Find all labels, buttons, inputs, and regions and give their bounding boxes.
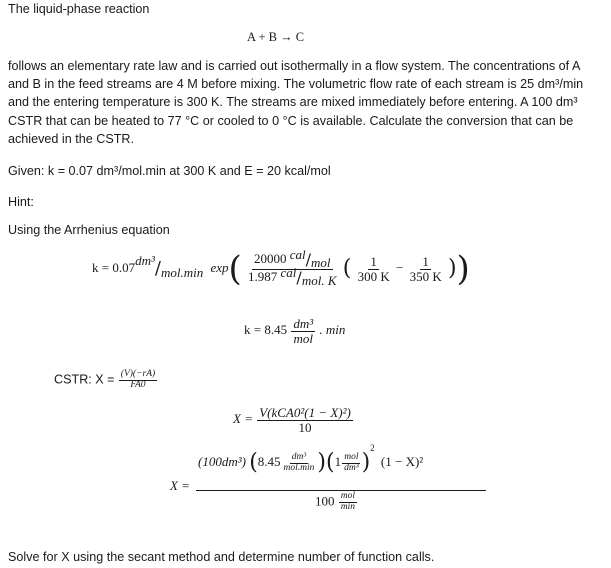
rate-constant-equation: k = 8.45 $\frac{\text{dm³}}{\text{mol}}$ . min [244, 316, 346, 346]
hint-label: Hint: [8, 195, 34, 209]
reaction-equation: A + B → C [247, 30, 305, 44]
x-equals-label: X = [170, 478, 190, 493]
conversion-numerator: (100dm³) (8.45 $\frac{\text{dm³}}{\text{mol.min}}$ )(1 $\frac{\text{mol}}{\text{dm³}}$ )$^2$ (1 − X)² [198, 442, 424, 475]
conversion-equation-general: X = $\frac{\text{V(kCA0²(1 − X)²)}}{10}$ [233, 405, 351, 435]
arrhenius-label: Using the Arrhenius equation [8, 223, 170, 237]
cstr-equation: CSTR: X = $\frac{(V)(-rA)}{FA0}$ [54, 369, 156, 390]
problem-paragraph: follows an elementary rate law and is carried out isothermally in a flow system. The concentrations of A and B in the feed streams are 4 M before mixing. The volumetric flow rate of each stream is 25 dm³/min and the entering temperature is 300 K. The streams are mixed immediately before entering. A 100 dm³ CSTR that can be heated to 77 °C or cooled to 0 °C is available. Calculate the conversion that can be achieved in the CSTR. [8, 59, 584, 146]
final-instruction: Solve for X using the secant method and determine number of function calls. [8, 550, 435, 564]
conversion-denominator: 100 $\frac{\text{mol}}{\min}$ [315, 491, 355, 512]
arrhenius-equation: k = 0.07dm³/mol.min exp( $\frac{\text{20000 cal/mol}}{\text{1.987 cal/mol. K}}$ ( $\frac{1}{300 K}$ − $\frac{1}{350 K}$ )) [92, 247, 470, 289]
given-text: Given: k = 0.07 dm³/mol.min at 300 K and E = 20 kcal/mol [8, 164, 331, 178]
intro-text: The liquid-phase reaction [8, 2, 150, 16]
